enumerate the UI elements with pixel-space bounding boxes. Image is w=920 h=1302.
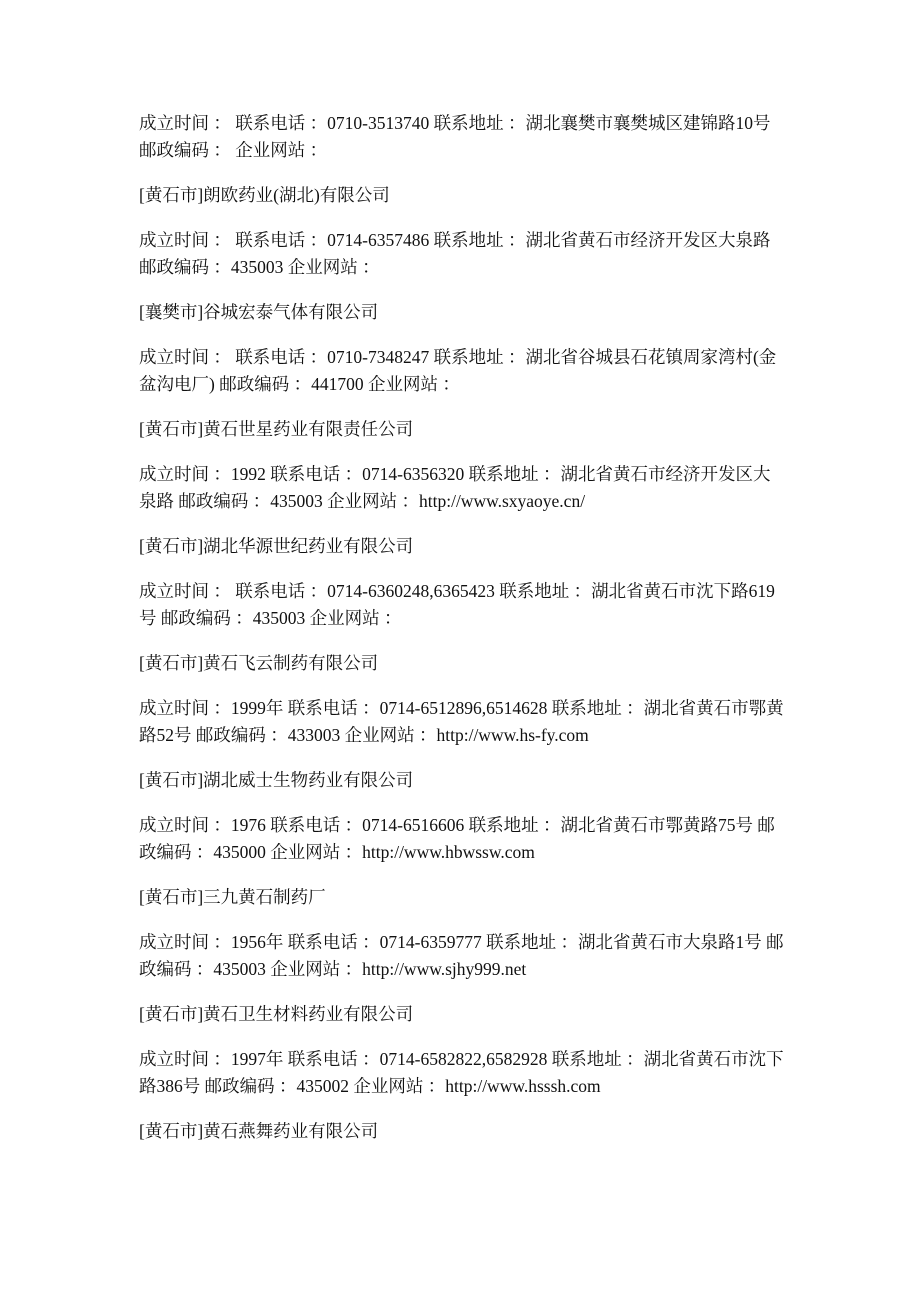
- company-details: 成立时间 ： 联系电话 ：0714-6357486 联系地址 ：湖北省黄石市经济开发区大泉路 邮政编码 ：435003 企业网站 ：: [139, 230, 771, 277]
- company-details: 成立时间 ：1992 联系电话 ：0714-6356320 联系地址 ：湖北省黄石市经济开发区大泉路 邮政编码 ：435003 企业网站 ：http://www.sxyaoye.cn/: [139, 464, 771, 511]
- company-heading: [黄石市]黄石飞云制药有限公司: [139, 653, 379, 673]
- company-details: 成立时间 ：1956年 联系电话 ：0714-6359777 联系地址 ：湖北省黄石市大泉路1号 邮政编码 ：435003 企业网站 ：http://www.sjhy999.net: [139, 932, 784, 979]
- company-heading: [黄石市]湖北华源世纪药业有限公司: [139, 536, 414, 556]
- company-details: 成立时间 ： 联系电话 ：0714-6360248,6365423 联系地址 ：湖北省黄石市沈下路619号 邮政编码 ：435003 企业网站 ：: [139, 581, 775, 628]
- company-heading: [黄石市]湖北威士生物药业有限公司: [139, 770, 414, 790]
- company-heading: [黄石市]三九黄石制药厂: [139, 887, 326, 907]
- company-heading: [黄石市]黄石世星药业有限责任公司: [139, 419, 414, 439]
- company-heading: [黄石市]黄石卫生材料药业有限公司: [139, 1004, 414, 1024]
- company-heading: [黄石市]朗欧药业(湖北)有限公司: [139, 185, 390, 205]
- company-details: 成立时间 ：1997年 联系电话 ：0714-6582822,6582928 联系地址 ：湖北省黄石市沈下路386号 邮政编码 ：435002 企业网站 ：http://www.hsssh.com: [139, 1049, 784, 1096]
- document-body: [139, 110, 784, 1163]
- company-details: 成立时间 ： 联系电话 ：0710-3513740 联系地址 ：湖北襄樊市襄樊城区建锦路10号 邮政编码 ： 企业网站 ：: [139, 113, 771, 160]
- company-details: 成立时间 ： 联系电话 ：0710-7348247 联系地址 ：湖北省谷城县石花镇周家湾村(金盆沟电厂) 邮政编码 ：441700 企业网站 ：: [139, 347, 777, 394]
- company-heading: [襄樊市]谷城宏泰气体有限公司: [139, 302, 379, 322]
- company-details: 成立时间 ：1976 联系电话 ：0714-6516606 联系地址 ：湖北省黄石市鄂黄路75号 邮政编码 ：435000 企业网站 ：http://www.hbwssw.com: [139, 815, 775, 862]
- company-heading: [黄石市]黄石燕舞药业有限公司: [139, 1121, 379, 1141]
- company-details: 成立时间 ：1999年 联系电话 ：0714-6512896,6514628 联系地址 ：湖北省黄石市鄂黄路52号 邮政编码 ：433003 企业网站 ：http://www.hs-fy.com: [139, 698, 784, 745]
